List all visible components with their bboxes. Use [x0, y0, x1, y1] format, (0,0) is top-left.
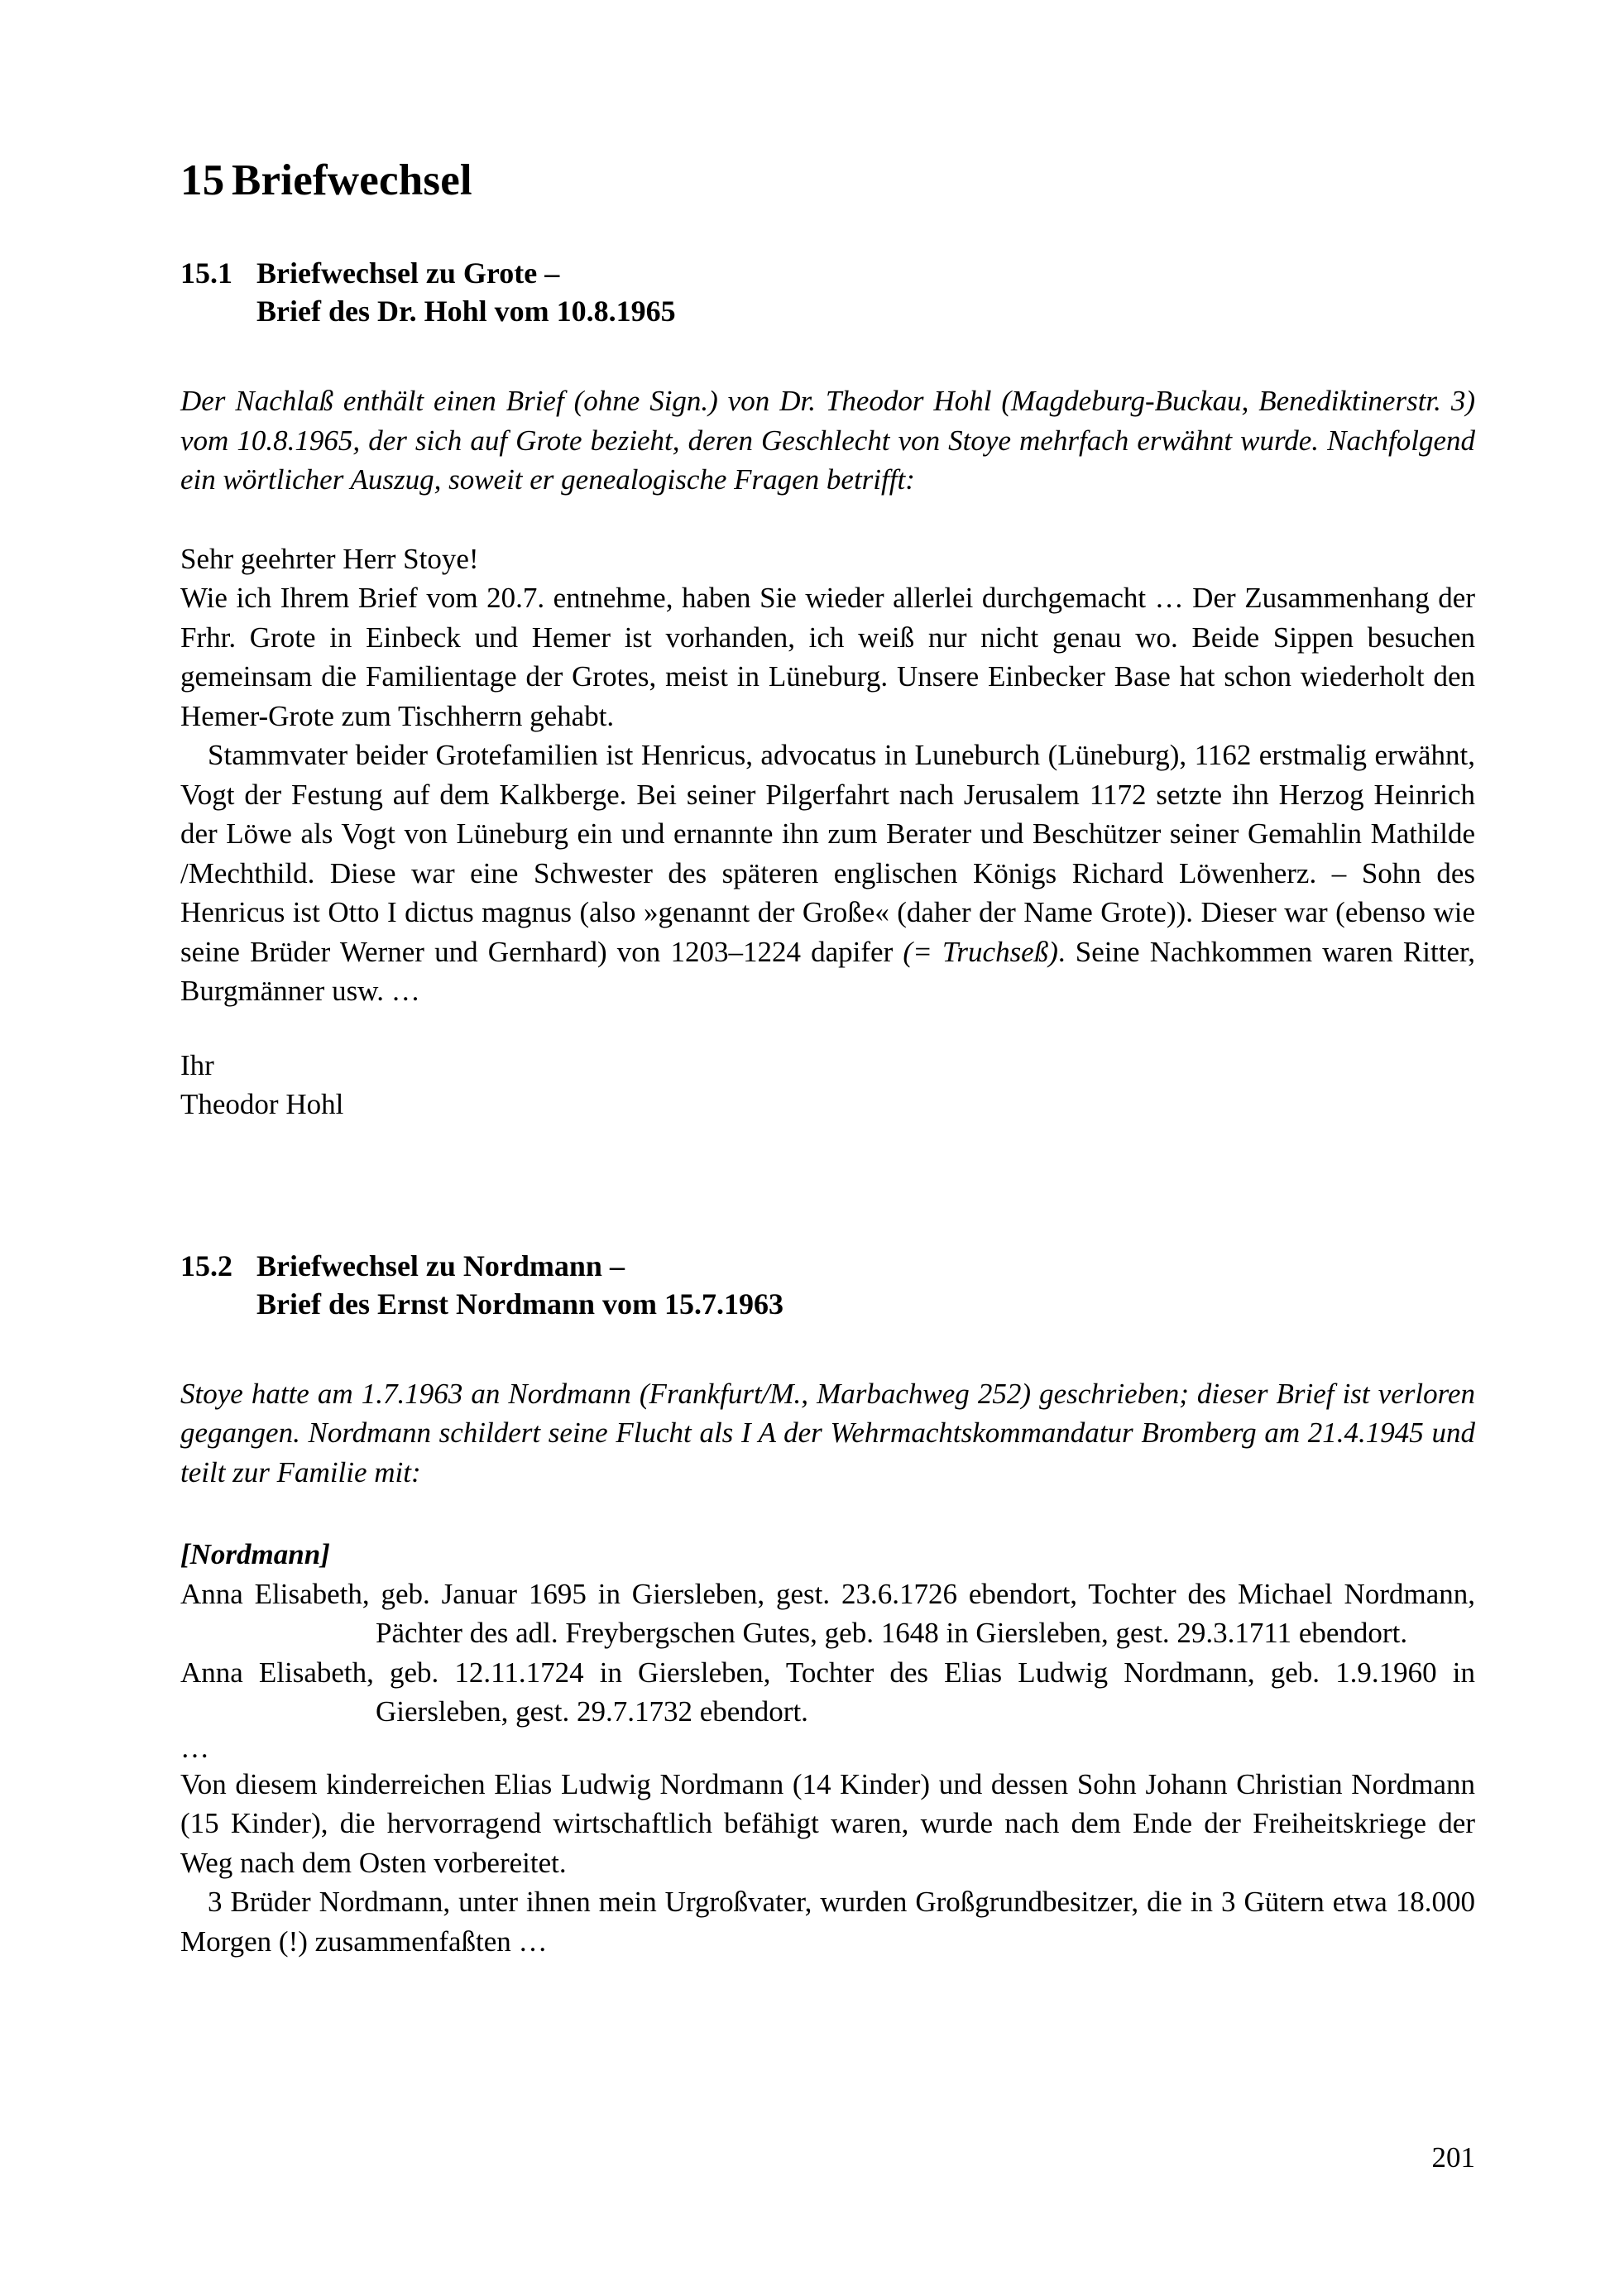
chapter-title-text: Briefwechsel [232, 156, 472, 204]
section-heading-15-1 [180, 254, 1475, 330]
section-1-intro-paragraph: Der Nachlaß enthält einen Brief (ohne Sign.) von Dr. Theodor Hohl (Magdeburg-Buckau, Benediktinerstr. 3) vom 10.8.1965, der sich auf Grote bezieht, deren Geschlecht von Stoye mehrfach erwähnt wurde. Nachfolgend ein wörtlicher Auszug, soweit er genealogische Fragen betrifft: [180, 385, 1475, 496]
letter-paragraph-2-part-2: . Seine Nachkommen waren Ritter, Burgmänner usw. … [180, 935, 1475, 1008]
spacer [180, 1011, 1475, 1046]
section-number-15-1: 15.1 [180, 256, 232, 290]
spacer [180, 206, 1475, 254]
chapter-title [180, 156, 1475, 206]
section-number-15-2: 15.2 [180, 1249, 232, 1282]
section-2-paragraph-2: 3 Brüder Nordmann, unter ihnen mein Urgroßvater, wurden Großgrundbesitzer, die in 3 Gütern etwa 18.000 Morgen (!) zusammenfaßten … [180, 1886, 1475, 1958]
letter-paragraph-2-part-1: Stammvater beider Grotefamilien ist Henricus, advocatus in Luneburch (Lüneburg), 1162 erstmalig erwähnt, Vogt der Festung auf dem Kalkberge. Bei seiner Pilgerfahrt nach Jerusalem 1172 setzte ihn Herzog Heinrich der Löwe als Vogt von Lüneburg ein und ernannte ihn zum Berater und Beschützer seiner Gemahlin Mathilde /Mechthild. Diese war eine Schwester des späteren englischen Königs Richard Löwenherz. – Sohn des Henricus ist Otto I dictus magnus (also »genannt der Große« (daher der Name Grote)). Dieser war (ebenso wie seine Brüder Werner und Gernhard) von 1203–1224 dapifer [180, 739, 1475, 968]
letter-salutation: Sehr geehrter Herr Stoye! [180, 542, 479, 575]
letter-paragraph-2-italic-term: (= Truchseß) [903, 935, 1058, 968]
spacer [180, 330, 1475, 381]
spacer [180, 1323, 1475, 1374]
letter-closing-signature: Theodor Hohl [180, 1088, 344, 1121]
letter-closing-line-1: Ihr [180, 1048, 214, 1081]
page-number: 201 [1431, 2141, 1475, 2174]
section-heading-line-1: Briefwechsel zu Grote – [256, 256, 560, 290]
section-2-paragraph-1: Von diesem kinderreichen Elias Ludwig Nordmann (14 Kinder) und dessen Sohn Johann Christian Nordmann (15 Kinder), die hervorragend wirtschaftlich befähigt waren, wurde nach dem Ende der Freiheitskriege der Weg nach dem Osten vorbereitet. [180, 1767, 1475, 1879]
section-heading-lines [256, 254, 1475, 330]
letter-paragraph-1: Wie ich Ihrem Brief vom 20.7. entnehme, haben Sie wieder allerlei durchgemacht … Der Zusammenhang der Frhr. Grote in Einbeck und Hemer ist vorhanden, ich weiß nur nicht genau wo. Beide Sippen besuchen gemeinsam die Familientage der Grotes, meist in Lüneburg. Unsere Einbecker Base hat schon wiederholt den Hemer-Grote zum Tischherrn gehabt. [180, 582, 1475, 732]
section-heading-line-2: Brief des Ernst Nordmann vom 15.7.1963 [256, 1287, 783, 1321]
family-name-label: [Nordmann] [180, 1538, 330, 1571]
section-heading-line-2: Brief des Dr. Hohl vom 10.8.1965 [256, 295, 676, 328]
section-2-intro-paragraph: Stoye hatte am 1.7.1963 an Nordmann (Frankfurt/M., Marbachweg 252) geschrieben; dieser Brief ist verloren gegangen. Nordmann schildert seine Flucht als I A der Wehrmachtskommandatur Bromberg am 21.4.1945 und teilt zur Familie mit: [180, 1377, 1475, 1488]
section-heading-line-1: Briefwechsel zu Nordmann – [256, 1249, 625, 1282]
genealogy-entry: Anna Elisabeth, geb. 12.11.1724 in Giersleben, Tochter des Elias Ludwig Nordmann, geb. 1.9.1960 in Giersleben, gest. 29.7.1732 ebendort. [180, 1656, 1475, 1728]
chapter-number: 15 [180, 156, 225, 204]
spacer [180, 1492, 1475, 1535]
spacer [180, 500, 1475, 539]
ellipsis-separator: … [180, 1731, 209, 1764]
spacer [180, 1124, 1475, 1247]
page-content-column [180, 0, 1475, 1961]
letter-paragraph-2 [180, 736, 1475, 1011]
section-heading-15-2 [180, 1247, 1475, 1323]
section-heading-lines [256, 1247, 1475, 1323]
genealogy-entry: Anna Elisabeth, geb. Januar 1695 in Giersleben, gest. 23.6.1726 ebendort, Tochter des Michael Nordmann, Pächter des adl. Freybergschen Gutes, geb. 1648 in Giersleben, gest. 29.3.1711 ebendort. [180, 1577, 1475, 1650]
